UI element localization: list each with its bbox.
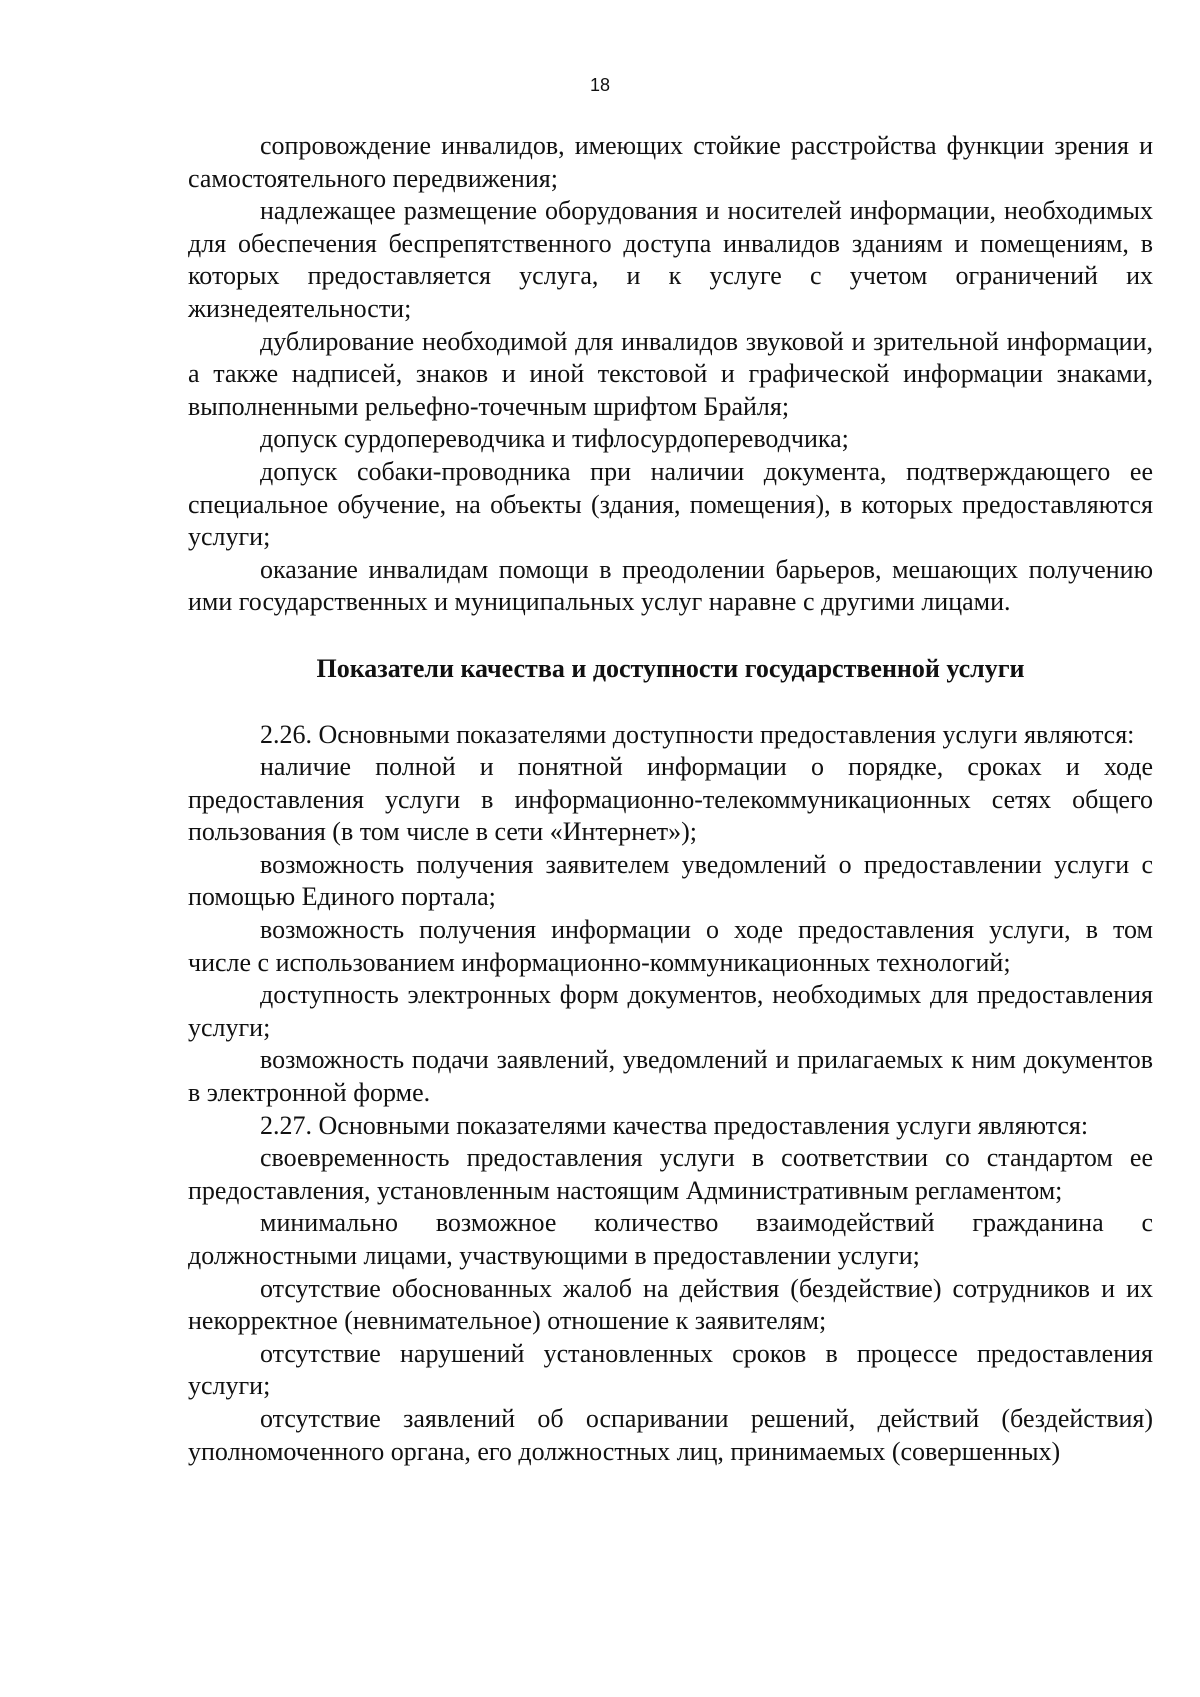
paragraph-information-duplication: дублирование необходимой для инвалидов звуковой и зрительной информации, а также надписей, знаков и иной текстовой и графической информации знаками, выполненными рельефно-точечным шрифтом Брайля; [188,326,1153,421]
document-body [188,130,1153,1468]
paragraph-minimal-interactions: минимально возможное количество взаимодействий гражданина с должностными лицами, участвующими в предоставлении услуги; [188,1208,1153,1270]
paragraph-equipment-placement: надлежащее размещение оборудования и носителей информации, необходимых для обеспечения беспрепятственного доступа инвалидов зданиям и помещениям, в которых предоставляется услуга, и к услуге с учетом ограничений их жизнедеятельности; [188,196,1153,323]
paragraph-electronic-submission: возможность подачи заявлений, уведомлений и прилагаемых к ним документов в электронной форме. [188,1045,1153,1108]
paragraph-progress-information: возможность получения информации о ходе предоставления услуги, в том числе с использованием информационно-коммуникационных технологий; [188,915,1153,977]
paragraph-no-disputes: отсутствие заявлений об оспаривании решений, действий (бездействия) уполномоченного органа, его должностных лиц, принимаемых (совершенных) [188,1403,1153,1466]
paragraph-sign-interpreter: допуск сурдопереводчика и тифлосурдопереводчика; [260,424,849,454]
paragraph-barrier-assistance: оказание инвалидам помощи в преодолении барьеров, мешающих получению ими государственных и муниципальных услуг наравне с другими лицами. [188,554,1153,617]
paragraph-accompaniment: сопровождение инвалидов, имеющих стойкие расстройства функции зрения и самостоятельного передвижения; [188,131,1153,193]
paragraph-timeliness: своевременность предоставления услуги в соответствии со стандартом ее предоставления, установленным настоящим Административным регламентом; [188,1143,1153,1205]
paragraph-complete-information: наличие полной и понятной информации о порядке, сроках и ходе предоставления услуги в информационно-телекоммуникационных сетях общего пользования (в том числе в сети «Интернет»); [188,752,1153,847]
paragraph-guide-dog: допуск собаки-проводника при наличии документа, подтверждающего ее специальное обучение, на объекты (здания, помещения), в которых предоставляются услуги; [188,456,1153,552]
paragraph-no-deadline-violations: отсутствие нарушений установленных сроков в процессе предоставления услуги; [188,1338,1153,1401]
section-heading: Показатели качества и доступности государственной услуги [316,653,1025,683]
page-number: 18 [589,75,611,95]
paragraph-2-26: 2.26. Основными показателями доступности предоставления услуги являются: [260,719,1135,749]
paragraph-2-27: 2.27. Основными показателями качества предоставления услуги являются: [260,1110,1089,1140]
paragraph-electronic-forms: доступность электронных форм документов, необходимых для предоставления услуги; [188,980,1153,1042]
paragraph-no-complaints: отсутствие обоснованных жалоб на действия (бездействие) сотрудников и их некорректное (невнимательное) отношение к заявителям; [188,1273,1153,1336]
paragraph-notifications: возможность получения заявителем уведомлений о предоставлении услуги с помощью Единого портала; [188,849,1153,912]
